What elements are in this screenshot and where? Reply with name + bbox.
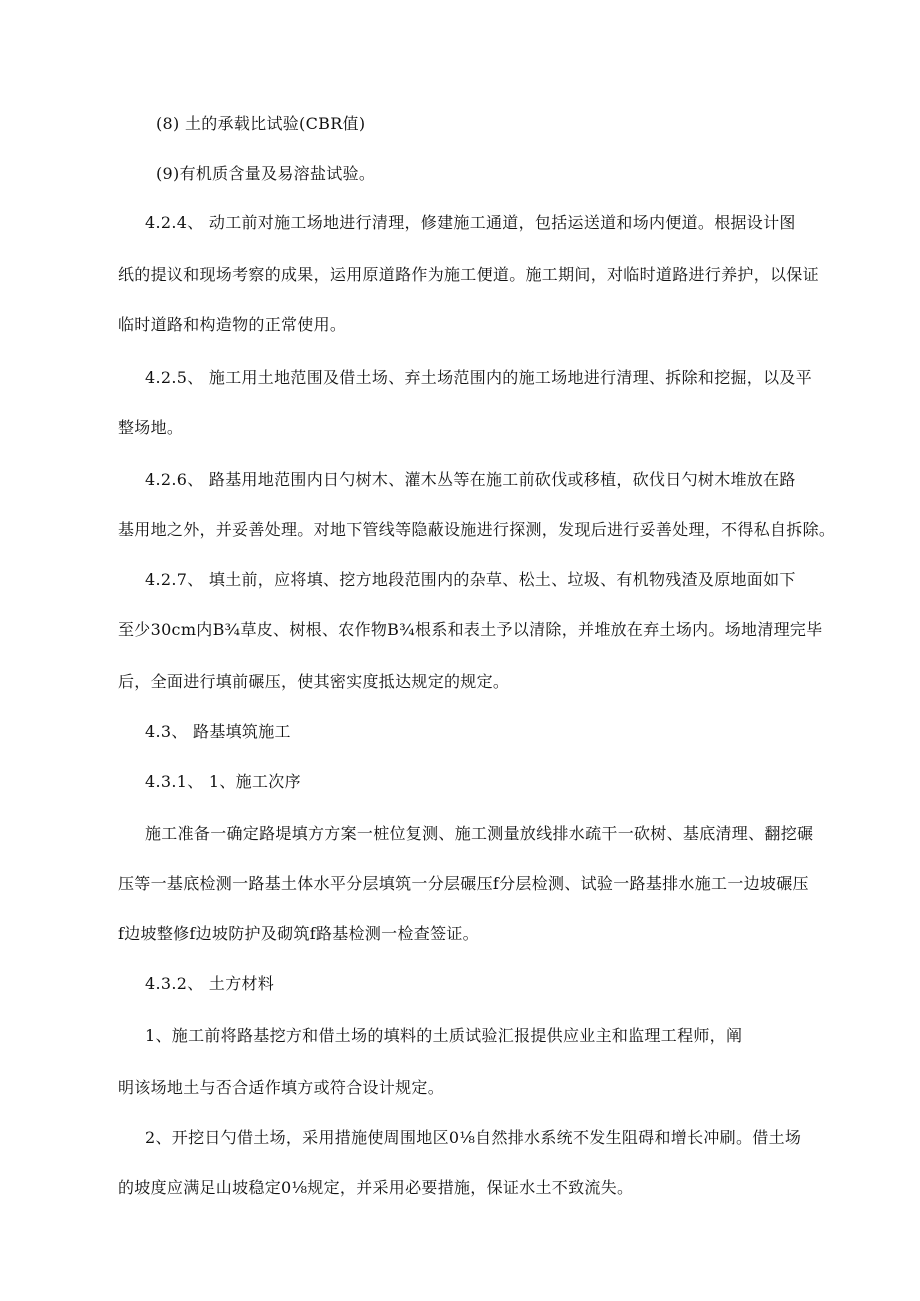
text-line: 的坡度应满足山坡稳定0⅛规定，并采用必要措施，保证水土不致流失。 (118, 1178, 634, 1197)
text-line: 明该场地土与否合适作填方或符合设计规定。 (118, 1078, 445, 1097)
text-line: (8) 土的承载比试验(CBR值) (156, 114, 366, 133)
text-line: 4.2.7、 填土前，应将填、挖方地段范围内的杂草、松土、垃圾、有机物残渣及原地面如下 (145, 570, 796, 589)
text-line: 整场地。 (118, 418, 184, 437)
text-line: 4.2.4、 动工前对施工场地进行清理，修建施工通道，包括运送道和场内便道。根据设计图 (145, 213, 796, 232)
text-line: 基用地之外，并妥善处理。对地下管线等隐蔽设施进行探测，发现后进行妥善处理，不得私自拆除。 (118, 520, 836, 539)
text-line: 4.2.5、 施工用土地范围及借土场、弃土场范围内的施工场地进行清理、拆除和挖掘，以及平 (145, 368, 812, 387)
subsection-heading: 4.3.1、 1、施工次序 (145, 772, 301, 791)
text-line: 后，全面进行填前碾压，使其密实度抵达规定的规定。 (118, 672, 510, 691)
text-line: 至少30cm内B¾草皮、树根、农作物B¾根系和表土予以清除，并堆放在弃土场内。场地清理完毕 (118, 620, 823, 639)
subsection-heading: 4.3.2、 土方材料 (145, 974, 275, 993)
text-line: 纸的提议和现场考察的成果，运用原道路作为施工便道。施工期间，对临时道路进行养护，以保证 (118, 265, 819, 284)
text-line: 临时道路和构造物的正常使用。 (118, 315, 347, 334)
section-heading: 4.3、 路基填筑施工 (145, 722, 291, 741)
text-line: (9)有机质含量及易溶盐试验。 (156, 164, 376, 183)
text-line: 2、开挖日勺借土场，采用措施使周围地区0⅛自然排水系统不发生阻碍和增长冲刷。借土场 (145, 1128, 802, 1147)
text-line: 施工准备一确定路堤填方方案一桩位复测、施工测量放线排水疏干一砍树、基底清理、翻挖碾 (145, 824, 814, 843)
text-line: f边坡整修f边坡防护及砌筑f路基检测一检查签证。 (118, 924, 479, 943)
text-line: 压等一基底检测一路基土体水平分层填筑一分层碾压f分层检测、试验一路基排水施工一边坡碾压 (118, 874, 809, 893)
text-line: 4.2.6、 路基用地范围内日勺树木、灌木丛等在施工前砍伐或移植，砍伐日勺树木堆放在路 (145, 470, 796, 489)
text-line: 1、施工前将路基挖方和借土场的填料的土质试验汇报提供应业主和监理工程师，阐 (145, 1026, 743, 1045)
